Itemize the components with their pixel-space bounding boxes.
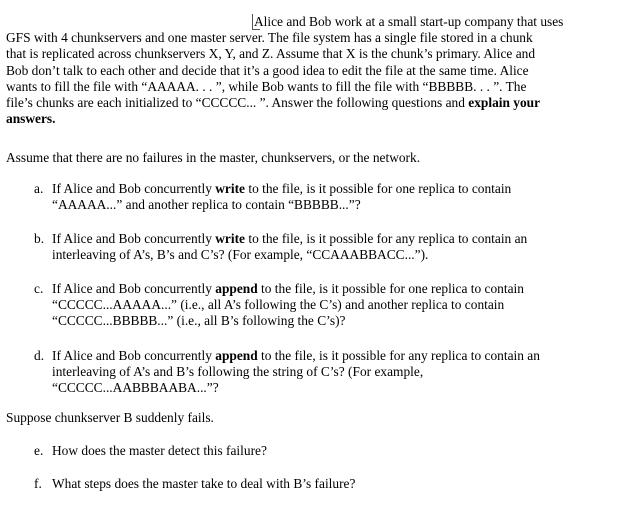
intro-emphasis: explain your: [468, 95, 541, 111]
question-text: “CCCCC...AAAAA...” (i.e., all A’s following the C’s) and another replica to contain: [52, 297, 505, 313]
question-text: interleaving of A’s and B’s following the string of C’s? (For example,: [52, 364, 424, 380]
question-text: How does the master detect this failure?: [52, 443, 267, 458]
question-text: If Alice and Bob concurrently: [52, 181, 216, 196]
assumption-text: Assume that there are no failures in the master, chunkservers, or the network.: [6, 150, 421, 165]
question-text: to the file, is it possible for any replica to contain an: [257, 348, 540, 363]
question-text: “AAAAA...” and another replica to contain “BBBBB...”?: [52, 197, 361, 213]
intro-line-4: Bob don’t talk to each other and decide that it’s a good idea to edit the file at the same time. Alice: [6, 62, 529, 78]
failure-intro: Suppose chunkserver B suddenly fails.: [6, 410, 214, 425]
question-text: to the file, is it possible for any replica to contain an: [245, 231, 528, 246]
intro-line-6: file’s chunks are each initialized to “CCCCC... ”. Answer the following questions and: [6, 95, 469, 111]
intro-emphasis-cont: answers.: [6, 111, 56, 127]
question-text: If Alice and Bob concurrently: [52, 281, 216, 296]
question-keyword: write: [215, 231, 245, 246]
question-text: to the file, is it possible for one replica to contain: [257, 281, 524, 296]
question-text: “CCCCC...AABBBAABA...”?: [52, 380, 219, 396]
intro-line-5: wants to fill the file with “AAAAA. . . ”, while Bob wants to fill the file with “BBBBB. . . ”. The: [6, 78, 527, 94]
question-keyword: append: [215, 281, 258, 296]
question-text: “CCCCC...BBBBB...” (i.e., all B’s following the C’s)?: [52, 313, 346, 329]
question-letter: b.: [34, 231, 45, 246]
question-letter: d.: [34, 348, 45, 363]
question-letter: f.: [34, 476, 42, 491]
question-text: What steps does the master take to deal with B’s failure?: [52, 476, 356, 491]
intro-paragraph: [6, 14, 606, 127]
intro-line-2: GFS with 4 chunkservers and one master server. The file system has a single file stored in a chunk: [6, 30, 533, 46]
intro-line-3: that is replicated across chunkservers X, Y, and Z. Assume that X is the chunk’s primary. Alice and: [6, 46, 536, 62]
checkbox-marker: [252, 14, 260, 30]
question-text: to the file, is it possible for one replica to contain: [245, 181, 512, 196]
question-text: If Alice and Bob concurrently: [52, 231, 216, 246]
question-text: If Alice and Bob concurrently: [52, 348, 216, 363]
question-keyword: append: [215, 348, 258, 363]
question-letter: c.: [34, 281, 44, 296]
intro-line-1: Alice and Bob work at a small start-up company that uses: [254, 14, 564, 29]
question-letter: a.: [34, 181, 44, 196]
question-letter: e.: [34, 443, 44, 458]
question-text: interleaving of A’s, B’s and C’s? (For example, “CCAAABBACC...”).: [52, 247, 429, 263]
question-keyword: write: [215, 181, 245, 196]
